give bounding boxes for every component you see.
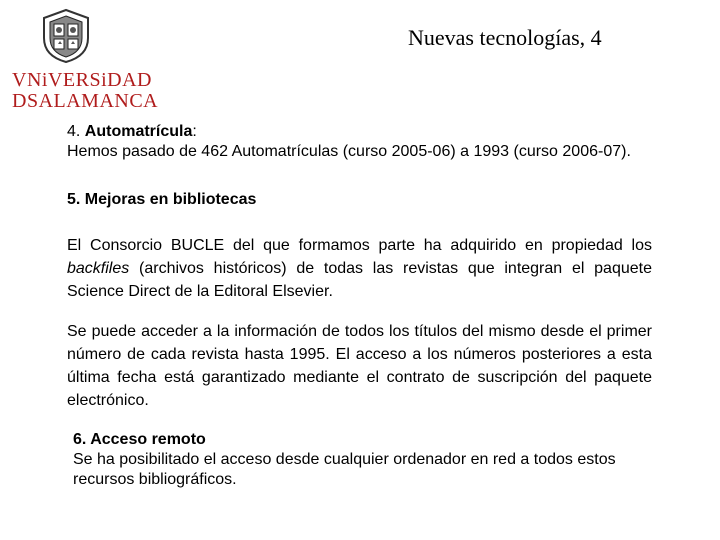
section-5-paragraph-2: Se puede acceder a la información de todos los títulos del mismo desde el primer número de cada revista hasta 1995. El acceso a los números posteriores a esta última fecha está garantizado mediante el contrato de suscripción del paquete electrónico. [67, 323, 652, 409]
section-5-heading [67, 190, 652, 210]
section-4-number: 4. [67, 123, 81, 140]
section-4-heading [67, 122, 652, 142]
university-logo [12, 70, 158, 112]
section-4-colon: : [192, 123, 197, 140]
section-5-p1-text-b: (archivos históricos) de todas las revistas que integran el paquete Science Direct de la Editoral Elsevier. [67, 260, 652, 300]
section-5-paragraph-1 [67, 234, 652, 303]
university-seal-icon [40, 8, 92, 64]
section-4-title: Automatrícula [84, 123, 193, 140]
logo-line-2: DSALAMANCA [12, 90, 159, 112]
section-5-p1-text-a: El Consorcio BUCLE del que formamos parte ha adquirido en propiedad los [67, 237, 652, 254]
logo-line-1: VNiVERSiDAD [12, 69, 152, 91]
section-5-title: 5. Mejoras en bibliotecas [67, 191, 257, 208]
slide-title: Nuevas tecnologías, 4 [408, 25, 602, 50]
section-4-body: Hemos pasado de 462 Automatrículas (curso 2005-06) a 1993 (curso 2006-07). [67, 143, 631, 160]
section-6-body: Se ha posibilitado el acceso desde cualquier ordenador en red a todos estos recursos bibliográficos. [73, 451, 616, 488]
section-automatricula [67, 122, 652, 162]
section-remote-access [73, 430, 648, 490]
section-5-p1-italic: backfiles [67, 260, 130, 277]
section-6-heading [73, 430, 648, 450]
section-6-title: 6. Acceso remoto [73, 431, 206, 448]
